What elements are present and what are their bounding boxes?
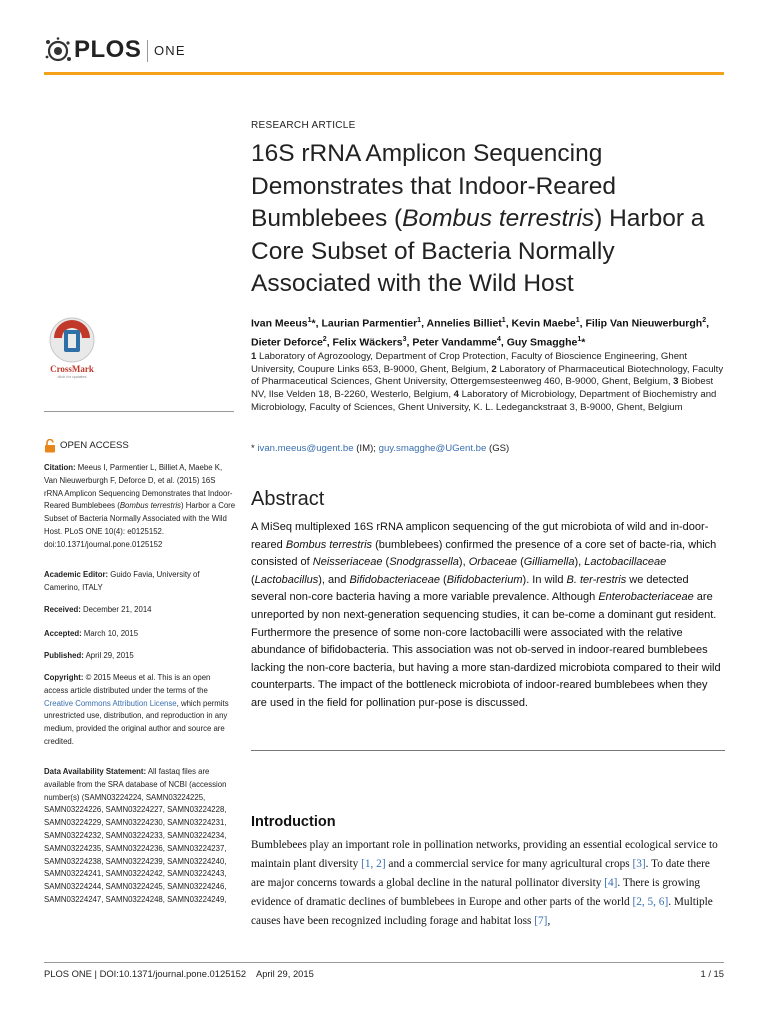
abstract-text: (bumblebees) confirmed the presence of a core set of bacte-ria, which consisted of (251, 538, 717, 569)
author-affil-sup: 3 (402, 335, 407, 343)
data-availability-label: Data Availability Statement: (44, 767, 147, 776)
abstract-taxon: Gilliamella (523, 556, 575, 569)
plos-one-logo (44, 34, 204, 68)
copyright-label: Copyright: (44, 673, 84, 682)
citation-ref-link[interactable]: [3] (632, 858, 646, 870)
footer-divider (44, 962, 724, 963)
sidebar-divider (44, 411, 234, 412)
accepted-block (44, 628, 236, 641)
citation-text-b: ) Harbor a Core Subset of Bacteria Normally Associated with the Wild Host. PLoS ONE 10(4): e0125152. doi:10.1371/journal.pone.0125152 (44, 501, 236, 549)
author-affil-sup: 1 (417, 317, 422, 324)
intro-text: , (547, 915, 551, 927)
title-part-1: 16S rRNA Amplicon Sequencing Demonstrates that Indoor-Reared Bumblebees ( (251, 140, 616, 232)
citation-text-a: Meeus I, Parmentier L, Billiet A, Maebe K, Van Nieuwerburgh F, Deforce D, et al. (2015) 16S rRNA Amplicon Sequencing Demonstrates that Indoor-Reared Bumblebees ( (44, 463, 233, 511)
email-tag-2: (GS) (489, 443, 510, 454)
affiliations (251, 351, 725, 415)
published-block (44, 650, 236, 663)
abstract-text: ), (574, 556, 585, 569)
abstract-taxon: Snodgrassella (389, 556, 459, 569)
article-title (251, 138, 731, 301)
page-number: 1 / 15 (700, 968, 724, 979)
footer-citation: PLOS ONE | DOI:10.1371/journal.pone.0125152 April 29, 2015 (44, 968, 314, 979)
abstract-taxon: Orbaceae (468, 556, 518, 569)
author-name: Annelies Billiet (426, 317, 502, 330)
crossmark-label: CrossMark (50, 364, 94, 374)
email-tag-1: (IM); (356, 443, 376, 454)
affiliation-text: Biobest NV, Ilse Velden 18, B-2260, Westerlo, Belgium, (251, 376, 714, 401)
received-block (44, 604, 236, 617)
author-name: Kevin Maebe (511, 317, 576, 330)
email-link-1[interactable]: ivan.meeus@ugent.be (257, 443, 354, 454)
intro-text: . To date there are major concerns towards a global decline in the natural pollinator diversity (251, 858, 710, 889)
crossmark-sub: click for updates (57, 374, 87, 379)
author-affil-sup: 2 (322, 335, 327, 343)
abstract-taxon: Bifidobacterium (446, 573, 523, 586)
data-availability-block (44, 766, 236, 907)
abstract-text: are unreported by non next-generation sequencing studies, it can be-come a dominant gut resident. Furthermore the presence of some non-core lactobacilli were associated with the relative abundance of bifidobacteria. This association was not ob-served in indoor-reared bumblebees lacking the non-core bacteria, but having a more stan-dardized microbiota compared to their wild counterparts. The impact of the bottleneck microbiota of indoor-reared bumblebees when they are used in the field for pollination pur-pose is discussed. (251, 591, 721, 709)
affiliation-number: 3 (673, 376, 679, 388)
citation-block (44, 462, 236, 552)
author-affil-sup: 1 (501, 317, 506, 324)
citation-ref-link[interactable]: [7] (534, 915, 548, 927)
copyright-block (44, 672, 236, 749)
abstract-divider (251, 750, 725, 751)
citation-ref-link[interactable]: [4] (604, 877, 618, 889)
abstract-taxon: Bombus terrestris (285, 538, 373, 551)
abstract-taxon: Enterobacteriaceae (598, 591, 694, 604)
title-part-2: ) Harbor a Core Subset of Bacteria Normally Associated with the Wild Host (251, 205, 705, 297)
unlocked-padlock-icon (44, 439, 56, 453)
open-access-badge (44, 438, 234, 454)
logo-wordmark: PLOS (74, 36, 142, 63)
article-type: RESEARCH ARTICLE (251, 120, 356, 131)
editor-label: Academic Editor: (44, 570, 109, 579)
abstract-text: we detected several non-core bacteria having a more variable prevalence. Although (251, 573, 689, 604)
intro-text: . Multiple causes have been recognized including forage and habitat loss (251, 896, 713, 927)
title-species: Bombus terrestris (402, 205, 595, 232)
affiliation-text: Laboratory of Pharmaceutical Biotechnology, Faculty of Pharmaceutical Sciences, Ghent University, Ottergemsesteenweg 460, B-9000, Ghent, Belgium, (251, 363, 724, 388)
author-affil-sup: 2 (702, 317, 707, 324)
intro-text: and a commercial service for many agricultural crops (385, 858, 633, 870)
intro-text: Bumblebees play an important role in pollination networks, providing an essential ecological service to maintain plant diversity (251, 839, 718, 870)
abstract-heading: Abstract (251, 488, 325, 510)
data-availability-text: All fastaq files are available from the SRA database of NCBI (accession number(s) (SAMN03224224, SAMN03224225, SAMN03224226, SAMN03224227, SAMN03224228, SAMN03224229, SAMN03224230, SAMN03224231, SAMN03224232, SAMN03224233, SAMN03224234, SAMN03224235, SAMN03224236, SAMN03224237, SAMN03224238, SAMN03224239, SAMN03224240, SAMN03224241, SAMN03224242, SAMN03224243, SAMN03224244, SAMN03224245, SAMN03224246, SAMN03224247, SAMN03224248, SAMN03224249, (44, 767, 227, 904)
published-date: April 29, 2015 (85, 651, 134, 660)
author-name: Felix Wäckers (332, 336, 403, 348)
abstract-taxon: Neisseriaceae (312, 556, 383, 569)
abstract-taxon: B. ter-restris (566, 573, 627, 586)
accepted-label: Accepted: (44, 629, 82, 638)
received-label: Received: (44, 605, 81, 614)
abstract-text: ( (382, 556, 390, 569)
author-corresponding-mark: * (311, 317, 316, 330)
abstract-taxon: Bifidobacteriaceae (349, 573, 440, 586)
author-name: Laurian Parmentier (321, 317, 418, 330)
author-corresponding-mark: * (581, 336, 586, 348)
author-affil-sup: 1 (575, 317, 580, 324)
abstract-body (251, 519, 725, 713)
affiliation-number: 2 (491, 363, 497, 375)
received-date: December 21, 2014 (83, 605, 152, 614)
plos-logo-icon (44, 36, 72, 66)
citation-label: Citation: (44, 463, 76, 472)
abstract-text: ), (458, 556, 469, 569)
abstract-text: ( (439, 573, 447, 586)
abstract-taxon: Lactobacillaceae (584, 556, 667, 569)
email-star: * (251, 443, 255, 454)
crossmark-icon (44, 316, 100, 364)
copyright-text-b: , which permits unrestricted use, distribution, and reproduction in any medium, provided the original author and source are credited. (44, 698, 229, 746)
affiliation-text: Laboratory of Agrozoology, Department of Crop Protection, Faculty of Bioscience Engineering, Ghent University, Coupure Links 653, B-9000, Ghent, Belgium, (251, 351, 688, 375)
intro-text: . There is growing evidence of dramatic declines of bumblebees in Europe and other parts of the world (251, 877, 701, 908)
editor-text: Guido Favia, University of Camerino, ITALY (44, 570, 200, 592)
abstract-text: ). In wild (522, 573, 567, 586)
abstract-text: ), and (318, 573, 350, 586)
author-name: Filip Van Nieuwerburgh (585, 317, 703, 330)
author-affil-sup: 4 (496, 335, 501, 343)
citation-ref-link[interactable]: [2, 5, 6] (632, 896, 669, 908)
copyright-text-a: © 2015 Meeus et al. This is an open access article distributed under the terms of the (44, 673, 211, 695)
author-affil-sup: 1 (577, 335, 582, 343)
abstract-text: ( (517, 556, 524, 569)
introduction-heading: Introduction (251, 814, 336, 830)
published-label: Published: (44, 651, 84, 660)
abstract-text: A MiSeq multiplexed 16S rRNA amplicon sequencing of the gut microbiota of wild and in-door-reared (251, 521, 709, 551)
crossmark-badge[interactable] (44, 316, 100, 378)
abstract-text: ( (251, 573, 255, 586)
citation-species: Bombus terrestris (119, 501, 181, 511)
author-name: Dieter Deforce (251, 336, 323, 348)
open-access-label: OPEN ACCESS (60, 440, 129, 451)
logo-divider (147, 40, 148, 62)
logo-journal-name: ONE (154, 43, 186, 58)
accepted-date: March 10, 2015 (83, 629, 139, 638)
affiliation-text: Laboratory of Microbiology, Department of Biochemistry and Microbiology, Faculty of Sciences, Ghent University, K. L. Ledeganckstraat 3, B-9000, Ghent, Belgium (251, 389, 717, 413)
citation-ref-link[interactable]: [1, 2] (361, 858, 386, 870)
header-accent-rule (44, 72, 724, 75)
affiliation-number: 4 (453, 389, 459, 401)
introduction-body (251, 836, 725, 931)
corresponding-emails (251, 443, 509, 454)
email-link-2[interactable]: guy.smagghe@UGent.be (378, 443, 487, 454)
author-list: Ivan Meeus$^1$*, Laurian Parmentier$^1$, Annelies Billiet$^1$, Kevin Maebe$^1$, Filip Van Nieuwerburgh$^2$, Dieter Deforce$^2$, Felix Wäckers$^3$, Peter Vandamme$^4$, Guy Smagghe$^1$* (251, 317, 710, 348)
affiliation-number: 1 (251, 351, 257, 362)
author-affil-sup: 1 (307, 317, 312, 324)
author-name: Guy Smagghe (506, 336, 578, 348)
editor-block (44, 569, 236, 595)
abstract-taxon: Lactobacillus (254, 573, 319, 586)
author-name: Ivan Meeus (251, 317, 308, 330)
author-name: Peter Vandamme (412, 336, 497, 348)
license-link[interactable]: Creative Commons Attribution License (44, 698, 177, 708)
